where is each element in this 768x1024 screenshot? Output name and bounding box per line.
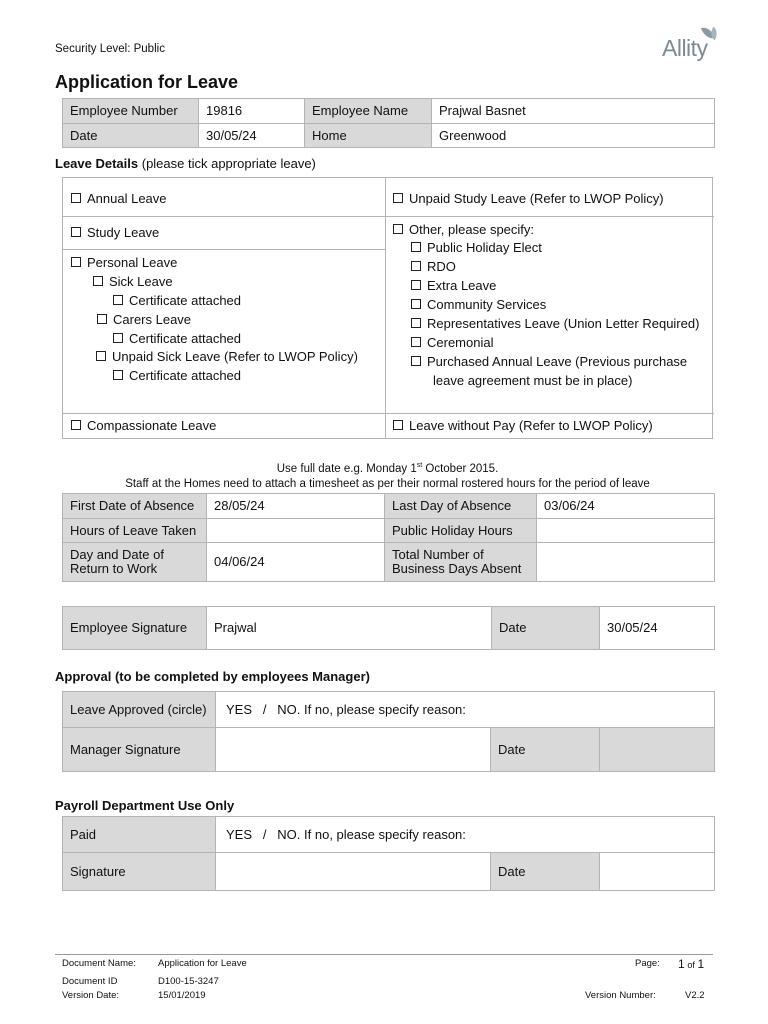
home-label: Home	[305, 124, 432, 148]
page-label: Page:	[635, 958, 660, 969]
manager-signature-label: Manager Signature	[63, 728, 216, 772]
leave-details-heading: Leave Details (please tick appropriate leave)	[55, 156, 316, 171]
purchased-annual-leave-option[interactable]: Purchased Annual Leave (Previous purchase	[411, 354, 687, 369]
checkbox-icon[interactable]	[93, 276, 103, 286]
signature-table	[62, 606, 715, 650]
doc-name-value: Application for Leave	[158, 958, 247, 969]
doc-name-label: Document Name:	[62, 958, 136, 969]
hours-taken-field[interactable]	[207, 519, 385, 543]
purchased-annual-leave-note: leave agreement must be in place)	[433, 373, 633, 388]
leave-details-box	[62, 177, 713, 439]
payroll-signature-label: Signature	[63, 853, 216, 891]
paid-field[interactable]: YES / NO. If no, please specify reason:	[216, 817, 715, 853]
timesheet-note: Staff at the Homes need to attach a timesheet as per their normal rostered hours for the period of leave	[125, 478, 650, 490]
checkbox-icon[interactable]	[411, 242, 421, 252]
community-services-option[interactable]: Community Services	[411, 297, 546, 312]
checkbox-icon[interactable]	[411, 299, 421, 309]
checkbox-icon[interactable]	[411, 356, 421, 366]
date-field[interactable]: 30/05/24	[199, 124, 305, 148]
manager-date-label: Date	[491, 728, 600, 772]
signature-date-field[interactable]: 30/05/24	[600, 607, 715, 650]
checkbox-icon[interactable]	[393, 420, 403, 430]
full-date-note: Use full date e.g. Monday 1st October 2015.	[276, 462, 499, 475]
employee-signature-field[interactable]: Prajwal	[207, 607, 492, 650]
page-title: Application for Leave	[55, 72, 239, 92]
unpaid-sick-leave-option[interactable]: Unpaid Sick Leave (Refer to LWOP Policy)	[96, 349, 358, 364]
absence-table	[62, 493, 715, 582]
study-leave-option[interactable]: Study Leave	[71, 225, 159, 240]
public-holiday-elect-option[interactable]: Public Holiday Elect	[411, 240, 542, 255]
checkbox-icon[interactable]	[411, 261, 421, 271]
checkbox-icon[interactable]	[113, 333, 123, 343]
version-date-value: 15/01/2019	[158, 990, 206, 1001]
last-day-field[interactable]: 03/06/24	[537, 494, 715, 519]
sick-leave-option[interactable]: Sick Leave	[93, 274, 173, 289]
employee-name-label: Employee Name	[305, 99, 432, 124]
checkbox-icon[interactable]	[113, 295, 123, 305]
manager-date-field[interactable]	[600, 728, 715, 772]
security-level: Security Level: Public	[55, 43, 165, 55]
compassionate-leave-option[interactable]: Compassionate Leave	[71, 418, 216, 433]
manager-signature-field[interactable]	[216, 728, 491, 772]
payroll-table	[62, 816, 715, 891]
home-field[interactable]: Greenwood	[432, 124, 715, 148]
checkbox-icon[interactable]	[113, 370, 123, 380]
other-leave-option[interactable]: Other, please specify:	[393, 222, 534, 237]
version-number-label: Version Number:	[585, 990, 656, 1001]
personal-leave-option[interactable]: Personal Leave	[71, 255, 177, 270]
version-date-label: Version Date:	[62, 990, 120, 1001]
payroll-date-label: Date	[491, 853, 600, 891]
checkbox-icon[interactable]	[393, 224, 403, 234]
total-days-label: Total Number of Business Days Absent	[385, 543, 537, 582]
page-number: 1 of 1	[678, 957, 705, 971]
extra-leave-option[interactable]: Extra Leave	[411, 278, 496, 293]
representatives-leave-option[interactable]: Representatives Leave (Union Letter Required)	[411, 316, 699, 331]
public-holiday-hours-label: Public Holiday Hours	[385, 519, 537, 543]
public-holiday-hours-field[interactable]	[537, 519, 715, 543]
checkbox-icon[interactable]	[411, 337, 421, 347]
checkbox-icon[interactable]	[71, 227, 81, 237]
annual-leave-option[interactable]: Annual Leave	[71, 191, 167, 206]
allity-logo	[662, 26, 722, 66]
payroll-heading: Payroll Department Use Only	[55, 798, 235, 813]
checkbox-icon[interactable]	[96, 351, 106, 361]
rdo-option[interactable]: RDO	[411, 259, 456, 274]
first-date-label: First Date of Absence	[63, 494, 207, 519]
doc-id-label: Document ID	[62, 976, 118, 987]
checkbox-icon[interactable]	[393, 193, 403, 203]
leave-approved-label: Leave Approved (circle)	[63, 692, 216, 728]
leave-approved-field[interactable]: YES / NO. If no, please specify reason:	[216, 692, 715, 728]
checkbox-icon[interactable]	[71, 193, 81, 203]
checkbox-icon[interactable]	[411, 318, 421, 328]
employee-name-field[interactable]: Prajwal Basnet	[432, 99, 715, 124]
sick-certificate-option[interactable]: Certificate attached	[113, 293, 241, 308]
return-date-label: Day and Date of Return to Work	[63, 543, 207, 582]
ceremonial-option[interactable]: Ceremonial	[411, 335, 493, 350]
last-day-label: Last Day of Absence	[385, 494, 537, 519]
carers-leave-option[interactable]: Carers Leave	[97, 312, 191, 327]
doc-id-value: D100-15-3247	[158, 976, 219, 987]
employee-table	[62, 98, 715, 148]
total-days-field[interactable]	[537, 543, 715, 582]
employee-number-label: Employee Number	[63, 99, 199, 124]
approval-heading: Approval (to be completed by employees Manager)	[55, 669, 370, 684]
version-number-value: V2.2	[685, 990, 705, 1001]
checkbox-icon[interactable]	[71, 257, 81, 267]
employee-signature-label: Employee Signature	[63, 607, 207, 650]
return-date-field[interactable]: 04/06/24	[207, 543, 385, 582]
unpaid-study-leave-option[interactable]: Unpaid Study Leave (Refer to LWOP Policy)	[393, 191, 664, 206]
date-label: Date	[63, 124, 199, 148]
carers-certificate-option[interactable]: Certificate attached	[113, 331, 241, 346]
approval-table	[62, 691, 715, 772]
leave-without-pay-option[interactable]: Leave without Pay (Refer to LWOP Policy)	[393, 418, 653, 433]
checkbox-icon[interactable]	[411, 280, 421, 290]
checkbox-icon[interactable]	[71, 420, 81, 430]
payroll-date-field[interactable]	[600, 853, 715, 891]
hours-taken-label: Hours of Leave Taken	[63, 519, 207, 543]
first-date-field[interactable]: 28/05/24	[207, 494, 385, 519]
payroll-signature-field[interactable]	[216, 853, 491, 891]
logo-text: Allity	[662, 35, 708, 61]
employee-number-field[interactable]: 19816	[199, 99, 305, 124]
signature-date-label: Date	[492, 607, 600, 650]
paid-label: Paid	[63, 817, 216, 853]
unpaid-sick-certificate-option[interactable]: Certificate attached	[113, 368, 241, 383]
checkbox-icon[interactable]	[97, 314, 107, 324]
footer-divider	[55, 954, 713, 955]
